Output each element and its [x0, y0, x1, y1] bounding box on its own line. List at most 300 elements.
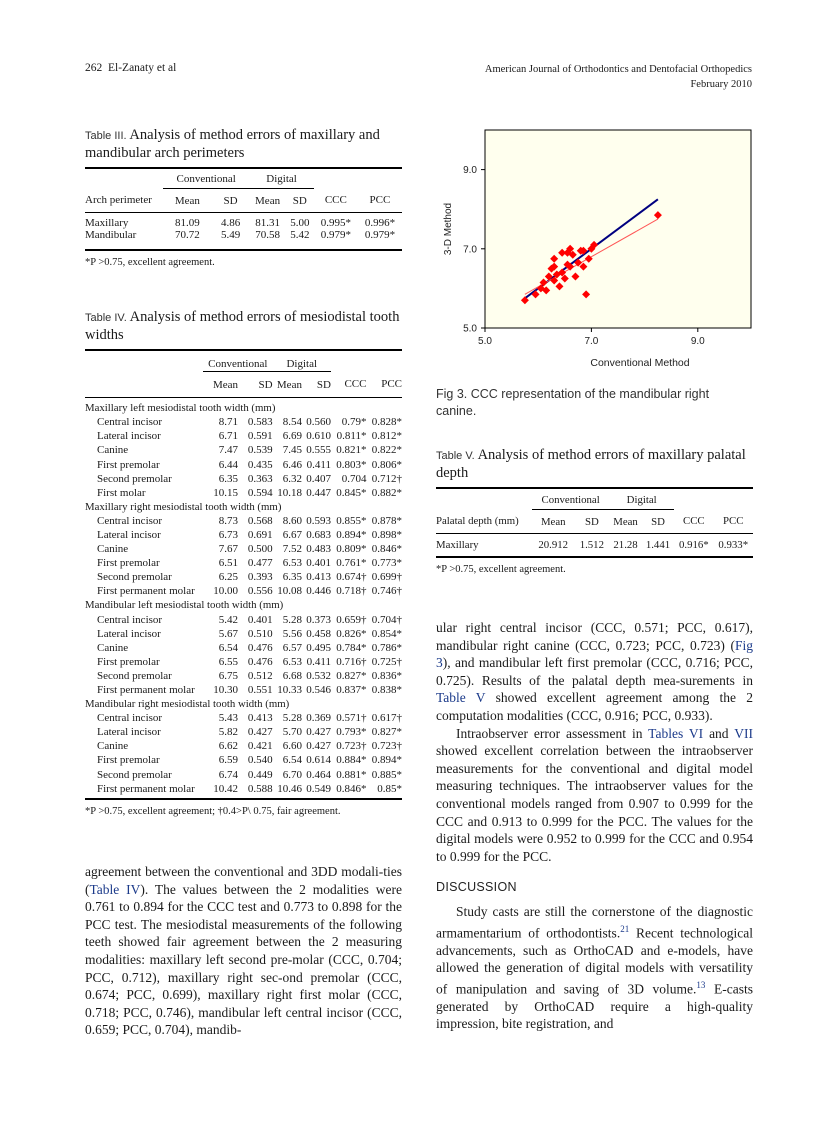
cell: 20.912	[538, 539, 569, 551]
cell: 0.500	[247, 543, 273, 556]
cell: 0.571†	[336, 712, 367, 725]
cell: 0.761*	[336, 557, 367, 570]
table-5-caption	[436, 447, 753, 482]
cell: 0.855*	[336, 514, 367, 527]
cell: 0.458	[306, 627, 331, 640]
journal-issue: February 2010	[690, 79, 752, 90]
table-6-link[interactable]: Tables VI	[648, 725, 704, 741]
table-section-row	[85, 697, 402, 711]
cell: 0.793*	[336, 726, 367, 739]
row-label: Mandibular	[85, 229, 137, 241]
table-4-link[interactable]: Table IV	[89, 881, 141, 897]
cell: 0.85*	[377, 782, 402, 795]
table-3-col-header: SD	[223, 194, 238, 207]
cell: 0.803*	[336, 458, 367, 471]
cell: 0.878*	[371, 514, 402, 527]
cell: 6.75	[218, 669, 238, 682]
row-label: First premolar	[97, 557, 160, 570]
cell: 5.43	[218, 712, 238, 725]
cell: 10.18	[277, 486, 302, 499]
cell: 0.477	[247, 557, 273, 570]
cell: 0.369	[306, 712, 331, 725]
text-run: Study casts are still the cornerstone of the diagnostic armamentarium of orthodontists.	[436, 903, 753, 940]
cell: 6.71	[218, 430, 238, 443]
cell: 0.933*	[718, 539, 749, 551]
table-row	[85, 514, 402, 528]
table-5-footnote: *P >0.75, excellent agreement.	[436, 564, 566, 575]
cell: 0.827*	[336, 669, 367, 682]
cell: 0.421	[247, 740, 273, 753]
cell: 0.773*	[371, 557, 402, 570]
cell: 0.995*	[320, 217, 351, 229]
cell: 81.09	[175, 217, 200, 229]
cell: 0.845*	[336, 486, 367, 499]
row-label: First premolar	[97, 655, 160, 668]
cell: 6.60	[282, 740, 302, 753]
row-label: First permanent molar	[97, 782, 195, 795]
discussion-heading: DISCUSSION	[436, 880, 517, 895]
table-row	[85, 584, 402, 598]
cell: 6.53	[282, 557, 302, 570]
row-label: Canine	[97, 740, 129, 753]
table-row	[85, 429, 402, 443]
cell: 0.401	[247, 613, 273, 626]
table-3-group-conventional: Conventional	[163, 173, 249, 189]
cell: 81.31	[255, 217, 280, 229]
cell: 6.32	[282, 472, 302, 485]
cell: 6.25	[218, 571, 238, 584]
table-3-group-digital: Digital	[249, 173, 314, 189]
table-3-col-label: Arch perimeter	[85, 194, 152, 207]
table-4-grid	[85, 357, 402, 796]
table-row	[85, 570, 402, 584]
table-row	[85, 229, 402, 249]
cell: 0.532	[306, 669, 331, 682]
figure-3-caption: Fig 3. CCC representation of the mandibular right canine.	[436, 387, 710, 418]
cell: 70.72	[175, 229, 200, 241]
left-column-text	[85, 863, 402, 1039]
row-label: Second premolar	[97, 768, 172, 781]
cell: 0.996*	[364, 217, 396, 229]
cell: 0.588	[247, 782, 273, 795]
text-run: showed excellent agreement among the 2 computation modalities (CCC, 0.916; PCC, 0.933).	[436, 690, 753, 723]
row-label: Canine	[97, 641, 129, 654]
table-4-col-header: SD	[316, 378, 331, 391]
table-5-group-digital: Digital	[609, 494, 674, 510]
row-label: Lateral incisor	[97, 528, 161, 541]
cell: 0.659†	[336, 613, 367, 626]
table-3-col-header: Mean	[255, 194, 281, 207]
row-label: Central incisor	[97, 416, 163, 429]
table-5-link[interactable]: Table V	[436, 690, 486, 706]
section-title: Mandibular left mesiodistal tooth width (mm)	[85, 599, 284, 612]
text-run: ), and mandibular left first premolar (CCC, 0.716; PCC, 0.725). Results of the palatal depth mea-surements in	[436, 655, 753, 688]
row-label: Lateral incisor	[97, 726, 161, 739]
figure-3-link[interactable]: Fig 3	[436, 637, 753, 671]
cell: 0.712†	[371, 472, 402, 485]
row-label: Central incisor	[97, 712, 163, 725]
cell: 0.885*	[371, 768, 402, 781]
y-tick-label: 5.0	[463, 323, 477, 335]
cell: 10.33	[277, 684, 302, 697]
table-4-col-header: PCC	[381, 378, 402, 391]
cell: 0.746†	[371, 585, 402, 598]
table-5-title: Analysis of method errors of maxillary palatal depth	[436, 447, 746, 481]
table-row	[85, 753, 402, 767]
row-label: Canine	[97, 543, 129, 556]
cell: 5.42	[290, 229, 310, 241]
cell: 21.28	[613, 539, 638, 551]
row-label: Maxillary	[85, 217, 129, 229]
table-row	[85, 725, 402, 739]
table-row	[85, 641, 402, 655]
table-4-col-header: CCC	[344, 378, 367, 391]
table-row	[85, 739, 402, 753]
cell: 6.51	[218, 557, 238, 570]
table-row	[85, 683, 402, 697]
cell: 70.58	[255, 229, 280, 241]
cell: 5.00	[290, 217, 310, 229]
cell: 6.54	[218, 641, 238, 654]
cell: 0.510	[247, 627, 273, 640]
table-3-col-header: CCC	[324, 194, 347, 207]
cell: 0.725†	[371, 655, 402, 668]
cell: 0.591	[247, 430, 273, 443]
cell: 0.551	[247, 684, 273, 697]
table-5-col-header: Mean	[540, 515, 566, 528]
section-title: Maxillary left mesiodistal tooth width (mm)	[85, 402, 276, 415]
row-label: Second premolar	[97, 472, 172, 485]
cell: 0.464	[306, 768, 331, 781]
section-title: Mandibular right mesiodistal tooth width (mm)	[85, 698, 290, 711]
cell: 0.979*	[320, 229, 351, 241]
cell: 0.683	[306, 528, 331, 541]
text-run: E-casts generated by OrthoCAD require a high-quality impression, bite registration, and	[436, 981, 754, 1032]
author-line: El-Zanaty et al	[108, 62, 177, 74]
cell: 0.427	[306, 726, 331, 739]
table-row	[85, 669, 402, 683]
table-row	[85, 613, 402, 627]
cell: 0.407	[306, 472, 331, 485]
cell: 0.846*	[371, 543, 402, 556]
cell: 0.401	[306, 557, 331, 570]
cell: 0.79*	[341, 416, 367, 429]
reference-link[interactable]: 13	[696, 979, 706, 990]
table-row	[85, 711, 402, 725]
cell: 6.44	[218, 458, 238, 471]
table-5-grid	[436, 494, 753, 556]
cell: 0.495	[306, 641, 331, 654]
table-5-col-label: Palatal depth (mm)	[436, 515, 519, 528]
cell: 0.549	[306, 782, 331, 795]
cell: 0.568	[247, 514, 273, 527]
y-tick-label: 7.0	[463, 244, 477, 256]
cell: 10.46	[277, 782, 302, 795]
cell: 10.00	[213, 585, 238, 598]
table-row	[85, 486, 402, 500]
cell: 0.427	[247, 726, 273, 739]
table-row	[436, 534, 753, 557]
table-3-caption	[85, 127, 402, 162]
table-section-row	[85, 398, 402, 416]
x-tick-label: 5.0	[478, 336, 492, 347]
text-run: ular right central incisor (CCC, 0.571; PCC, 0.617), mandibular right canine (CCC, 0.723; PCC, 0.723) (	[436, 620, 753, 653]
reference-link[interactable]: 21	[620, 923, 630, 934]
cell: 8.71	[218, 416, 238, 429]
running-header-left	[85, 62, 176, 74]
cell: 0.539	[247, 444, 273, 457]
cell: 0.556	[247, 585, 273, 598]
cell: 5.67	[218, 627, 238, 640]
cell: 0.449	[247, 768, 273, 781]
table-4-title: Analysis of method errors of mesiodistal tooth widths	[85, 309, 400, 343]
row-label: First molar	[97, 486, 146, 499]
cell: 0.373	[306, 613, 331, 626]
cell: 0.821*	[336, 444, 367, 457]
cell: 0.363	[247, 472, 273, 485]
cell: 0.828*	[371, 416, 402, 429]
cell: 0.610	[306, 430, 331, 443]
cell: 6.62	[218, 740, 238, 753]
table-section-row	[85, 598, 402, 612]
table-3-label: Table III.	[85, 130, 127, 142]
cell: 0.674†	[336, 571, 367, 584]
cell: 0.846*	[336, 782, 367, 795]
table-5-col-header: CCC	[683, 515, 705, 528]
cell: 0.512	[247, 669, 273, 682]
cell: 7.45	[282, 444, 302, 457]
cell: 6.59	[218, 754, 238, 767]
cell: 0.447	[306, 486, 331, 499]
cell: 0.822*	[371, 444, 402, 457]
cell: 0.476	[247, 655, 273, 668]
cell: 0.593	[306, 514, 331, 527]
row-label: Lateral incisor	[97, 430, 161, 443]
table-row	[85, 627, 402, 641]
cell: 0.718†	[336, 585, 367, 598]
x-tick-label: 9.0	[690, 336, 705, 347]
cell: 0.446	[306, 585, 331, 598]
cell: 5.49	[220, 229, 241, 241]
cell: 5.56	[282, 627, 302, 640]
cell: 10.08	[277, 585, 302, 598]
cell: 0.881*	[336, 768, 367, 781]
cell: 8.73	[218, 514, 238, 527]
x-axis-label: Conventional Method	[590, 357, 690, 369]
table-row	[85, 213, 402, 230]
cell: 4.86	[220, 217, 241, 229]
x-tick-label: 7.0	[584, 336, 599, 347]
cell: 7.52	[282, 543, 302, 556]
table-5-col-header: PCC	[723, 515, 744, 528]
cell: 0.699†	[371, 571, 402, 584]
journal-name: American Journal of Orthodontics and Dentofacial Orthopedics	[484, 64, 752, 75]
table-4-col-header: SD	[258, 378, 273, 391]
cell: 0.898*	[371, 528, 402, 541]
cell: 1.441	[645, 539, 671, 551]
table-row	[85, 542, 402, 556]
cell: 0.555	[306, 444, 331, 457]
cell: 0.809*	[336, 543, 367, 556]
cell: 6.46	[282, 458, 302, 471]
row-label: Canine	[97, 444, 129, 457]
table-5	[436, 447, 753, 575]
table-3-col-header: SD	[292, 194, 307, 207]
paragraph	[436, 725, 753, 866]
text-run: agreement between the conventional and 3DD modali-ties (	[85, 864, 402, 897]
cell: 0.854*	[371, 627, 402, 640]
cell: 6.74	[218, 768, 238, 781]
cell: 5.28	[282, 712, 302, 725]
cell: 0.826*	[336, 627, 367, 640]
cell: 0.583	[247, 416, 273, 429]
cell: 0.837*	[336, 684, 367, 697]
cell: 0.483	[306, 543, 331, 556]
cell: 0.614	[306, 754, 331, 767]
row-label: Second premolar	[97, 669, 172, 682]
cell: 0.786*	[371, 641, 402, 654]
table-3-footnote: *P >0.75, excellent agreement.	[85, 257, 215, 268]
paragraph	[436, 619, 753, 725]
table-5-col-header: SD	[584, 515, 599, 528]
cell: 6.69	[282, 430, 302, 443]
cell: 0.784*	[336, 641, 367, 654]
row-label: Central incisor	[97, 514, 163, 527]
table-row	[85, 782, 402, 796]
table-4-group-digital: Digital	[273, 357, 331, 372]
cell: 0.476	[247, 641, 273, 654]
table-3-col-header: PCC	[369, 194, 391, 207]
cell: 6.35	[218, 472, 238, 485]
row-label: First premolar	[97, 754, 160, 767]
cell: 6.35	[282, 571, 302, 584]
table-3-grid	[85, 173, 402, 249]
table-5-col-header: SD	[651, 515, 665, 528]
cell: 0.979*	[364, 229, 396, 241]
cell: 0.812*	[371, 430, 402, 443]
figure-3	[435, 128, 753, 372]
figure-3-chart	[435, 128, 753, 372]
text-run: and	[703, 725, 735, 741]
cell: 0.882*	[371, 486, 402, 499]
cell: 5.82	[218, 726, 238, 739]
table-row	[85, 415, 402, 429]
cell: 0.617†	[371, 712, 402, 725]
cell: 6.68	[282, 669, 302, 682]
cell: 5.28	[282, 613, 302, 626]
cell: 0.393	[247, 571, 273, 584]
cell: 0.411	[306, 655, 331, 668]
cell: 0.811*	[336, 430, 367, 443]
cell: 7.47	[218, 444, 238, 457]
row-label: Central incisor	[97, 613, 163, 626]
row-label: Maxillary	[436, 539, 479, 551]
table-section-row	[85, 500, 402, 514]
cell: 6.54	[282, 754, 302, 767]
cell: 5.42	[218, 613, 238, 626]
cell: 0.836*	[371, 669, 402, 682]
cell: 10.42	[213, 782, 238, 795]
cell: 6.67	[282, 528, 302, 541]
table-5-label: Table V.	[436, 450, 475, 462]
cell: 6.53	[282, 655, 302, 668]
page-number: 262	[85, 62, 103, 74]
cell: 0.435	[247, 458, 273, 471]
cell: 0.894*	[371, 754, 402, 767]
cell: 0.827*	[371, 726, 402, 739]
paragraph	[436, 903, 753, 1033]
table-4-col-header: Mean	[212, 378, 238, 391]
table-row	[85, 768, 402, 782]
cell: 0.723†	[371, 740, 402, 753]
cell: 8.54	[282, 416, 302, 429]
y-axis-label: 3-D Method	[443, 202, 454, 256]
table-4	[85, 309, 402, 817]
table-5-col-header: Mean	[613, 515, 638, 528]
cell: 0.884*	[336, 754, 367, 767]
cell: 0.704	[341, 472, 367, 485]
table-3-col-header: Mean	[174, 194, 200, 207]
paragraph	[85, 863, 402, 1039]
cell: 10.15	[213, 486, 238, 499]
table-4-label: Table IV.	[85, 312, 127, 324]
cell: 0.413	[306, 571, 331, 584]
table-row	[85, 655, 402, 669]
cell: 8.60	[282, 514, 302, 527]
row-label: Lateral incisor	[97, 627, 161, 640]
cell: 0.838*	[371, 684, 402, 697]
cell: 0.716†	[336, 655, 367, 668]
table-row	[85, 528, 402, 542]
cell: 0.723†	[336, 740, 367, 753]
text-run: showed excellent correlation between the intraobserver measurements for the conventional and digital model measuring techniques. The intraobserver values for the conventional models ranged from 0.907 to 0.999 for the CCC and 0.913 to 0.999 for the PCC. The values for the digital models were 0.952 to 0.999 for the CCC and 0.954 to 0.999 for the PCC.	[436, 743, 753, 864]
row-label: First permanent molar	[97, 684, 195, 697]
section-title: Maxillary right mesiodistal tooth width (mm)	[85, 500, 282, 513]
cell: 0.594	[247, 486, 273, 499]
cell: 0.546	[306, 684, 331, 697]
right-column-text	[436, 619, 753, 1033]
table-7-link[interactable]: VII	[734, 725, 753, 741]
cell: 0.427	[306, 740, 331, 753]
table-3-title: Analysis of method errors of maxillary and mandibular arch perimeters	[85, 127, 380, 161]
table-4-footnote: *P >0.75, excellent agreement; †0.4>P\ 0.75, fair agreement.	[85, 805, 341, 817]
running-header-right	[485, 62, 752, 92]
table-row	[85, 556, 402, 570]
text-run: ). The values between the 2 modalities were 0.761 to 0.894 for the CCC test and 0.773 to 0.898 for the PCC test. The mesiodistal measurements of the following teeth showed fair agreement between the 2 measuring modalities: maxillary left second pre-molar (CCC, 0.704; PCC, 0.712), maxillary right sec-ond premolar (CCC, 0.674; PCC, 0.699), maxillary right first molar (CCC, 0.718; PCC, 0.746), mandibular left central incisor (CCC, 0.659; PCC, 0.704), mandib-	[85, 881, 402, 1038]
row-label: First permanent molar	[97, 585, 195, 598]
text-run: Intraobserver error assessment in	[456, 725, 649, 741]
cell: 6.73	[218, 528, 238, 541]
cell: 0.411	[306, 458, 331, 471]
text-run: Recent technological advancements, such as OrthoCAD and e-models, have allowed the generation of digital models with versatility of manipulation and saving of 3D volume.	[436, 925, 754, 997]
table-row	[85, 457, 402, 471]
cell: 1.512	[579, 539, 604, 551]
cell: 0.691	[247, 528, 273, 541]
cell: 6.70	[282, 768, 302, 781]
cell: 0.704†	[371, 613, 402, 626]
cell: 0.560	[306, 416, 331, 429]
table-5-group-conventional: Conventional	[532, 494, 609, 510]
table-4-group-conventional: Conventional	[203, 357, 273, 372]
table-4-col-header: Mean	[276, 378, 302, 391]
cell: 0.894*	[336, 528, 367, 541]
table-4-caption	[85, 309, 402, 344]
cell: 6.55	[218, 655, 238, 668]
row-label: Second premolar	[97, 571, 172, 584]
cell: 7.67	[218, 543, 238, 556]
cell: 6.57	[282, 641, 302, 654]
table-3	[85, 127, 402, 268]
